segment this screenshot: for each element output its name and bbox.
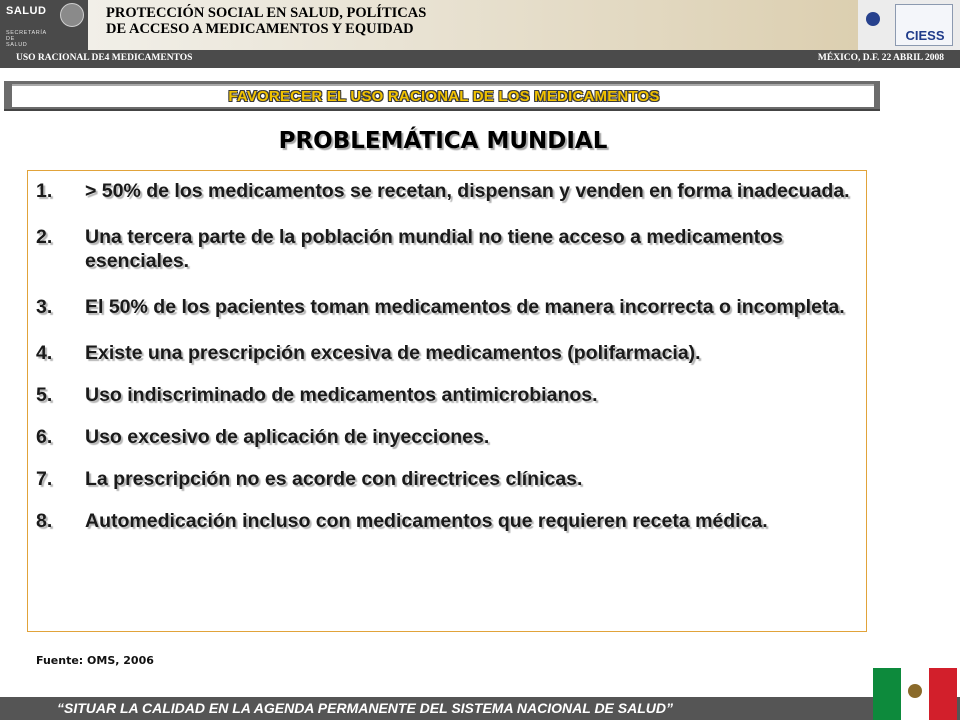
salud-logo-icon [0, 0, 88, 50]
section-banner-text: FAVORECER EL USO RACIONAL DE LOS MEDICAMENTOS [228, 88, 660, 105]
list-item-number: 5. [36, 384, 53, 406]
list-item-text: Existe una prescripción excesiva de medicamentos (polifarmacia). [85, 342, 701, 364]
mexico-seal-icon [60, 3, 84, 27]
footer-slogan: “SITUAR LA CALIDAD EN LA AGENDA PERMANENTE DEL SISTEMA NACIONAL DE SALUD” [56, 700, 673, 716]
flag-green-stripe [873, 668, 901, 720]
page-title: PROBLEMÁTICA MUNDIAL [278, 128, 608, 154]
list-item-text: > 50% de los medicamentos se recetan, dispensan y venden en forma inadecuada. [85, 180, 850, 202]
list-item [36, 341, 858, 365]
list-item-text: La prescripción no es acorde con directrices clínicas. [85, 468, 583, 490]
header-title-line2: DE ACCESO A MEDICAMENTOS Y EQUIDAD [106, 21, 414, 37]
list-item [36, 225, 858, 273]
imss-logo-icon [866, 12, 880, 26]
list-item-number: 1. [36, 180, 53, 202]
problem-list-box [27, 170, 867, 632]
list-item-text: Automedicación incluso con medicamentos que requieren receta médica. [85, 510, 768, 532]
salud-logo-word: SALUD [6, 5, 47, 17]
subbar-right-text: MÉXICO, D.F. 22 ABRIL 2008 [817, 53, 944, 63]
list-item [36, 425, 858, 449]
list-item-text: Uso indiscriminado de medicamentos antimicrobianos. [85, 384, 598, 406]
list-item [36, 509, 858, 533]
header-title [106, 5, 426, 37]
mexico-flag-icon [873, 668, 957, 720]
problem-list [36, 179, 858, 555]
list-item-text: Uso excesivo de aplicación de inyecciones. [85, 426, 490, 448]
list-item-text: Una tercera parte de la población mundial no tiene acceso a medicamentos esenciales. [85, 226, 783, 272]
list-item [36, 295, 858, 319]
list-item-number: 4. [36, 342, 53, 364]
flag-white-stripe [901, 668, 929, 720]
list-item-text: El 50% de los pacientes toman medicamentos de manera incorrecta o incompleta. [85, 296, 845, 318]
subbar-left-text: USO RACIONAL DE4 MEDICAMENTOS [16, 53, 193, 63]
ciess-logo-word: CIESS [905, 28, 945, 43]
list-item-number: 2. [36, 226, 53, 248]
list-item-number: 8. [36, 510, 53, 532]
flag-emblem-icon [908, 684, 922, 698]
flag-red-stripe [929, 668, 957, 720]
source-note: Fuente: OMS, 2006 [36, 654, 154, 667]
header-title-line1: PROTECCIÓN SOCIAL EN SALUD, POLÍTICAS [106, 5, 427, 21]
salud-logo-subtext: SECRETARÍA DE SALUD [6, 30, 47, 48]
list-item [36, 383, 858, 407]
list-item [36, 179, 858, 203]
list-item-number: 7. [36, 468, 53, 490]
list-item-number: 6. [36, 426, 53, 448]
list-item [36, 467, 858, 491]
list-item-number: 3. [36, 296, 53, 318]
